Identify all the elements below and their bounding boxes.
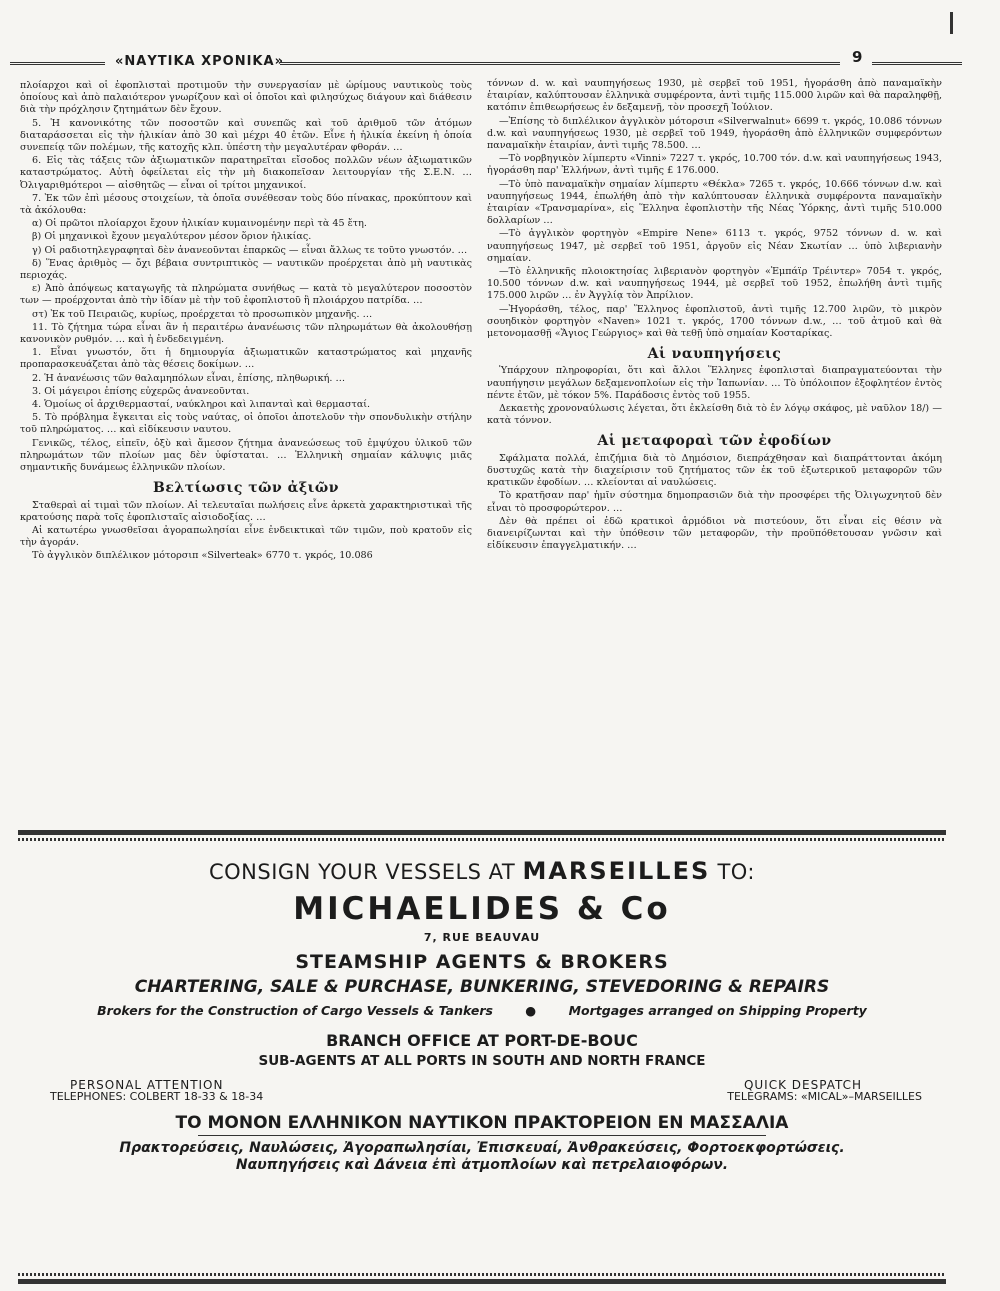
paragraph: 5. Τὸ πρόβλημα ἔγκειται εἰς τοὺς ναύτας, οἱ ὁποῖοι ἀποτελοῦν τὴν σπονδυλικὴν στήλην τοῦ πληρώματος. … καὶ εἰδίκευσιν ναυτου. [20,412,472,436]
ad-brokers-line [18,1003,946,1018]
paragraph: Δὲν θὰ πρέπει οἱ ἐδῶ κρατικοὶ ἁρμόδιοι νὰ πιστεύουν, ὅτι εἶναι εἰς θέσιν νὰ διανειρίζωνται καὶ τὴν ὑπόθεσιν τῶν μεταφορῶν, τὴν προϋπόθετουσαν γνῶσιν καὶ εἰδίκευσιν ἐπαγγελματικήν. … [487,515,942,552]
ad-consign-line [18,857,946,885]
ad-mortgages: Mortgages arranged on Shipping Property [568,1003,867,1018]
paragraph: —Τὸ ἑλληνικῆς πλοιοκτησίας λιβεριανὸν φορτηγὸν «Ἐμπάϊρ Τρέιντερ» 7054 τ. γκρός, 10.500 τόννων d.w. καὶ ναυπηγήσεως 1944, μὲ σερβεῖ τοῦ 1952, ἐπωλήθη ἀντὶ τιμῆς 175.000 λιρῶν … ἐν Ἀγγλίᾳ τὸν Ἀπρίλιον. [487,266,942,302]
paragraph: Ὑπάρχουν πληροφορίαι, ὅτι καὶ ἄλλοι Ἕλληνες ἐφοπλισταὶ διαπραγματεύονται τὴν ναυπήγησιν μεγάλων δεξαμενοπλοίων εἰς τὴν Ἰαπωνίαν. … Τὸ ὑπόλοιπον ἐξοφλητέον ἐντὸς πέντε ἐτῶν, μὲ τόκον 5%. Παράδοσις ἐντὸς τοῦ 1955. [487,365,942,401]
ad-telegrams: TELEGRAMS: «MICAL»–MARSEILLES [727,1090,922,1103]
paragraph: Δεκαετὴς χρονοναύλωσις λέγεται, ὅτι ἐκλείσθη διὰ τὸ ἐν λόγῳ σκάφος, μὲ ναῦλον 18/) — κατὰ τόννον. [487,403,942,427]
ad-personal-attention: PERSONAL ATTENTION [70,1078,224,1092]
ad-branch: BRANCH OFFICE AT PORT-DE-BOUC [326,1031,638,1050]
paragraph: 4. Ὁμοίως οἱ ἀρχιθερμασταί, ναύκληροι καὶ λιπανταὶ καὶ θερμασταί. [32,399,371,411]
paragraph: Σταθεραὶ αἱ τιμαὶ τῶν πλοίων. Αἱ τελευταῖαι πωλήσεις εἶνε ἀρκετὰ χαρακτηριστικαὶ τῆς κρατούσης παρὰ τοῖς ἐφοπλισταῖς αἰσιοδοξίας. … [20,499,472,523]
publication-title: «ΝΑΥΤΙΚΑ ΧΡΟΝΙΚΑ» [115,54,284,69]
ad-greek-line-2: Ναυπηγήσεις καὶ Δάνεια ἐπὶ ἀτμοπλοίων καὶ πετρελαιοφόρων. [235,1157,729,1173]
section-heading: Αἱ μεταφοραὶ τῶν ἐφοδίων [597,433,832,450]
advertisement [18,830,946,1284]
ad-agents: STEAMSHIP AGENTS & BROKERS [295,951,669,973]
ad-greek-services [18,1140,946,1174]
paragraph: —Τὸ ὑπὸ παναμαϊκὴν σημαίαν λίμπερτυ «Θέκλα» 7265 τ. γκρός, 10.666 τόννων d.w. καὶ ναυπηγήσεως 1944, ἐπωλήθη ἀπὸ τὴν καλύπτουσαν ἑλληνικὰ συμφέροντα παναμαϊκὴν ἑταιρίαν «Τρανσμαρίνα», εἰς Ἕλληνα ἐφοπλιστὴν τῆς Νέας Ὑόρκης, ἀντὶ τιμῆς 510.000 δολλαρίων … [487,178,942,227]
paragraph: 7. Ἐκ τῶν ἐπὶ μέσους στοιχείων, τὰ ὁποῖα συνέθεσαν τοὺς δύο πίνακας, προκύπτουν καὶ τὰ ἀκόλουθα: [20,192,472,217]
paragraph: ε) Ἀπὸ ἀπόψεως καταγωγῆς τὰ πληρώματα συνήθως — κατὰ τὸ μεγαλύτερον ποσοστὸν των — προέρχονται ἀπὸ τὴν ἰδίαν μὲ τὴν τοῦ ἐφοπλιστοῦ ἢ πλοιάρχου πατρίδα. … [20,283,472,307]
page-header [10,48,960,74]
paragraph: 2. Ἡ ἀνανέωσις τῶν θαλαμηπόλων εἶναι, ἐπίσης, πληθωρική. … [32,372,346,384]
ad-address: 7, RUE BEAUVAU [423,931,541,944]
ad-city: MARSEILLES [522,857,711,885]
ad-brokers: Brokers for the Construction of Cargo Vessels & Tankers [97,1003,493,1018]
paragraph: —Ἠγοράσθη, τέλος, παρ' Ἕλληνος ἐφοπλιστοῦ, ἀντὶ τιμῆς 12.700 λιρῶν, τὸ μικρὸν σουηδικὸν φορτηγὸν «Naven» 1021 τ. γκρός, 1700 τόννων d.w., … τοῦ ἀτμοῦ καὶ θὰ μετονομασθῇ «Ἅγιος Γεώργιος» καὶ θὰ τεθῇ ὑπὸ σημαίαν Κοσταρίκας. [487,303,942,340]
paragraph: δ) Ἕνας ἀριθμὸς — ὄχι βέβαια συντριπτικὸς — ναυτικῶν προέρχεται ἀπὸ μὴ ναυτικὰς περιοχάς. [20,257,472,282]
header-rule-left [10,62,105,65]
paragraph: α) Οἱ πρῶτοι πλοίαρχοι ἔχουν ἡλικίαν κυμαινομένην περὶ τὰ 45 ἔτη. [32,218,367,230]
section-heading: Αἱ ναυπηγήσεις [647,346,782,363]
paragraph: 5. Ἡ κανονικότης τῶν ποσοστῶν καὶ συνεπῶς καὶ τοῦ ἀριθμοῦ τῶν ἀτόμων διαταράσσεται εἰς τὴν ἡλικίαν ἀπὸ 30 καὶ μέχρι 40 ἐτῶν. Εἶνε ἡ ἡλικία ἐκείνη ἡ ὁποία συνεπείᾳ τῶν πολέμων, τῆς κατοχῆς κλπ. ὑπέστη τὴν μεγαλυτέραν φθοράν. … [20,117,472,154]
header-rule-right [280,62,840,65]
ad-greek-line-1: Πρακτορεύσεις, Ναυλώσεις, Ἀγοραπωλησίαι, Ἐπισκευαί, Ἀνθρακεύσεις, Φορτοεκφορτώσεις. [119,1140,845,1156]
ad-underline [198,1135,766,1136]
paragraph: 1. Εἶναι γνωστόν, ὅτι ἡ δημιουργία ἀξιωματικῶν καταστρώματος καὶ μηχανῆς προπαρασκευάζεται ἀπὸ τὰς θέσεις δοκίμων. … [20,347,472,371]
ad-company-name: MICHAELIDES & Co [293,891,671,927]
paragraph: —Τὸ νορβηγικὸν λίμπερτυ «Vinni» 7227 τ. γκρός, 10.700 τόν. d.w. καὶ ναυπηγήσεως 1943, ἠγοράσθη παρ' Ἑλλήνων, ἀντὶ τιμῆς £ 176.000. [487,153,942,177]
paragraph: Σφάλματα πολλά, ἐπιζήμια διὰ τὸ Δημόσιον, διεπράχθησαν καὶ διαπράττονται ἀκόμη δυστυχῶς κατὰ τὴν διαχείρισιν τοῦ ζητήματος τῶν ἐκ τοῦ ἐξωτερικοῦ μεταφορῶν τῶν κρατικῶν ἐφοδίων. … κλείονται αἱ ναυλώσεις. [487,452,942,489]
ad-consign-prefix: CONSIGN YOUR VESSELS AT [208,860,516,884]
ad-contact-right [727,1079,922,1103]
paragraph: 11. Τὸ ζήτημα τώρα εἶναι ἂν ἡ περαιτέρω ἀνανέωσις τῶν πληρωμάτων θὰ ἀκολουθήσῃ κανονικὸν ρυθμόν. … καὶ ἡ ἐνδεδειγμένη. [20,321,472,346]
paragraph: Τὸ κρατῆσαν παρ' ἡμῖν σύστημα δημοπρασιῶν διὰ τὴν προσφέρει τῆς Ὀλιγωχνητοῦ δὲν εἶναι τὸ προσφορώτερον. … [487,490,942,514]
ad-quick-despatch: QUICK DESPATCH [743,1078,862,1092]
paragraph: β) Οἱ μηχανικοὶ ἔχουν μεγαλύτερον μέσον ὅριον ἡλικίας. [32,231,312,243]
ad-consign-suffix: TO: [717,860,756,884]
paragraph: 3. Οἱ μάγειροι ἐπίσης εὐχερῶς ἀνανεοῦνται. [32,385,250,397]
ad-services: CHARTERING, SALE & PURCHASE, BUNKERING, STEVEDORING & REPAIRS [134,977,830,997]
ad-subagents: SUB-AGENTS AT ALL PORTS IN SOUTH AND NORTH FRANCE [258,1053,706,1069]
left-column [20,80,472,564]
ad-contact-left [50,1079,263,1103]
paragraph: Γενικῶς, τέλος, εἰπεῖν, ὀξὺ καὶ ἄμεσον ζήτημα ἀνανεώσεως τοῦ ἐμψύχου ὑλικοῦ τῶν πληρωμάτων τῶν πλοίων μας δὲν ὑφίσταται. … Ἑλληνικὴ σημαίαν κάλυψις μιᾶς σημαντικῆς δυνάμεως ἑλληνικῶν πλοίων. [20,437,472,474]
page-edge-mark [950,12,953,34]
ad-telephones: TELEPHONES: COLBERT 18-33 & 18-34 [50,1090,264,1103]
paragraph: —Ἐπίσης τὸ διπλέλικον ἀγγλικὸν μότορσιπ «Silverwalnut» 6699 τ. γκρός, 10.086 τόννων d.w. καὶ ναυπηγήσεως 1930, μὲ σερβεῖ τοῦ 1949, ἠγοράσθη ἀπὸ ἑλληνικῶν συμφερόντων παναμαϊκὴν ἑταιρίαν, ἀντὶ τιμῆς 78.500. … [487,115,942,152]
paragraph: —Τὸ ἀγγλικὸν φορτηγὸν «Empire Nene» 6113 τ. γκρός, 9752 τόννων d. w. καὶ ναυπηγήσεως 1947, μὲ σερβεῖ τοῦ 1951, ἀργοῦν εἰς Νέαν Σκωτίαν … ὑπὸ λιβεριανὴν σημαίαν. [487,228,942,264]
right-column [487,78,942,553]
section-heading: Βελτίωσις τῶν ἀξιῶν [153,480,339,497]
header-rule-end [872,62,962,65]
paragraph: πλοίαρχοι καὶ οἱ ἐφοπλισταὶ προτιμοῦν τὴν συνεργασίαν μὲ ὡρίμους ναυτικοὺς τοὺς ὁποίους καὶ ἀπὸ παλαιότερον γνωρίζουν καὶ οἱ ὁποῖοι καὶ φιλησύχως διάγουν καὶ διάθεσιν διὰ τὴν πρόχλησιν ζητημάτων δὲν ἔχουν. [20,80,472,116]
ad-greek-title: ΤΟ ΜΟΝΟΝ ΕΛΛΗΝΙΚΟΝ ΝΑΥΤΙΚΟΝ ΠΡΑΚΤΟΡΕΙΟΝ ΕΝ ΜΑΣΣΑΛΙΑ [175,1113,789,1133]
paragraph: γ) Οἱ ραδιοτηλεγραφηταὶ δὲν ἀνανεοῦνται ἐπαρκῶς — εἶναι ἄλλως τε τοῦτο γνωστόν. … [32,244,468,256]
paragraph: 6. Εἰς τὰς τάξεις τῶν ἀξιωματικῶν παρατηρεῖται εἴσοδος πολλῶν νέων ἀξιωματικῶν καταστρώματος. Αὐτὴ ὀφείλεται εἰς τὴν μὴ διακοπεῖσαν λειτουργίαν τῆς Σ.Ε.Ν. … Ὀλιγαριθμότεροι — αἰσθητῶς — εἶναι οἱ τρίτοι μηχανικοί. [20,155,472,191]
paragraph: Αἱ κατωτέρω γνωσθεῖσαι ἀγοραπωλησίαι εἶνε ἐνδεικτικαὶ τῶν τιμῶν, ποὺ κρατοῦν εἰς τὴν ἀγοράν. [20,524,472,549]
paragraph: στ) Ἐκ τοῦ Πειραιῶς, κυρίως, προέρχεται τὸ προσωπικὸν μηχανῆς. … [32,308,373,320]
paragraph: τόννων d. w. καὶ ναυπηγήσεως 1930, μὲ σερβεῖ τοῦ 1951, ἠγοράσθη ἀπὸ παναμαϊκὴν ἑταιρίαν, καλύπτουσαν ἑλληνικὰ συμφέροντα, ἀντὶ τιμῆς 115.000 λιρῶν καὶ θὰ παραληφθῇ, κατόπιν ἐπιθεωρήσεως ἐν δεξαμενῇ, τὸν προσεχῆ Ἰούλιον. [487,78,942,114]
bullet-icon: ● [525,1003,537,1018]
paragraph: Τὸ ἀγγλικὸν διπλέλικον μότορσιπ «Silverteak» 6770 τ. γκρός, 10.086 [32,550,373,562]
page-number: 9 [852,48,863,66]
